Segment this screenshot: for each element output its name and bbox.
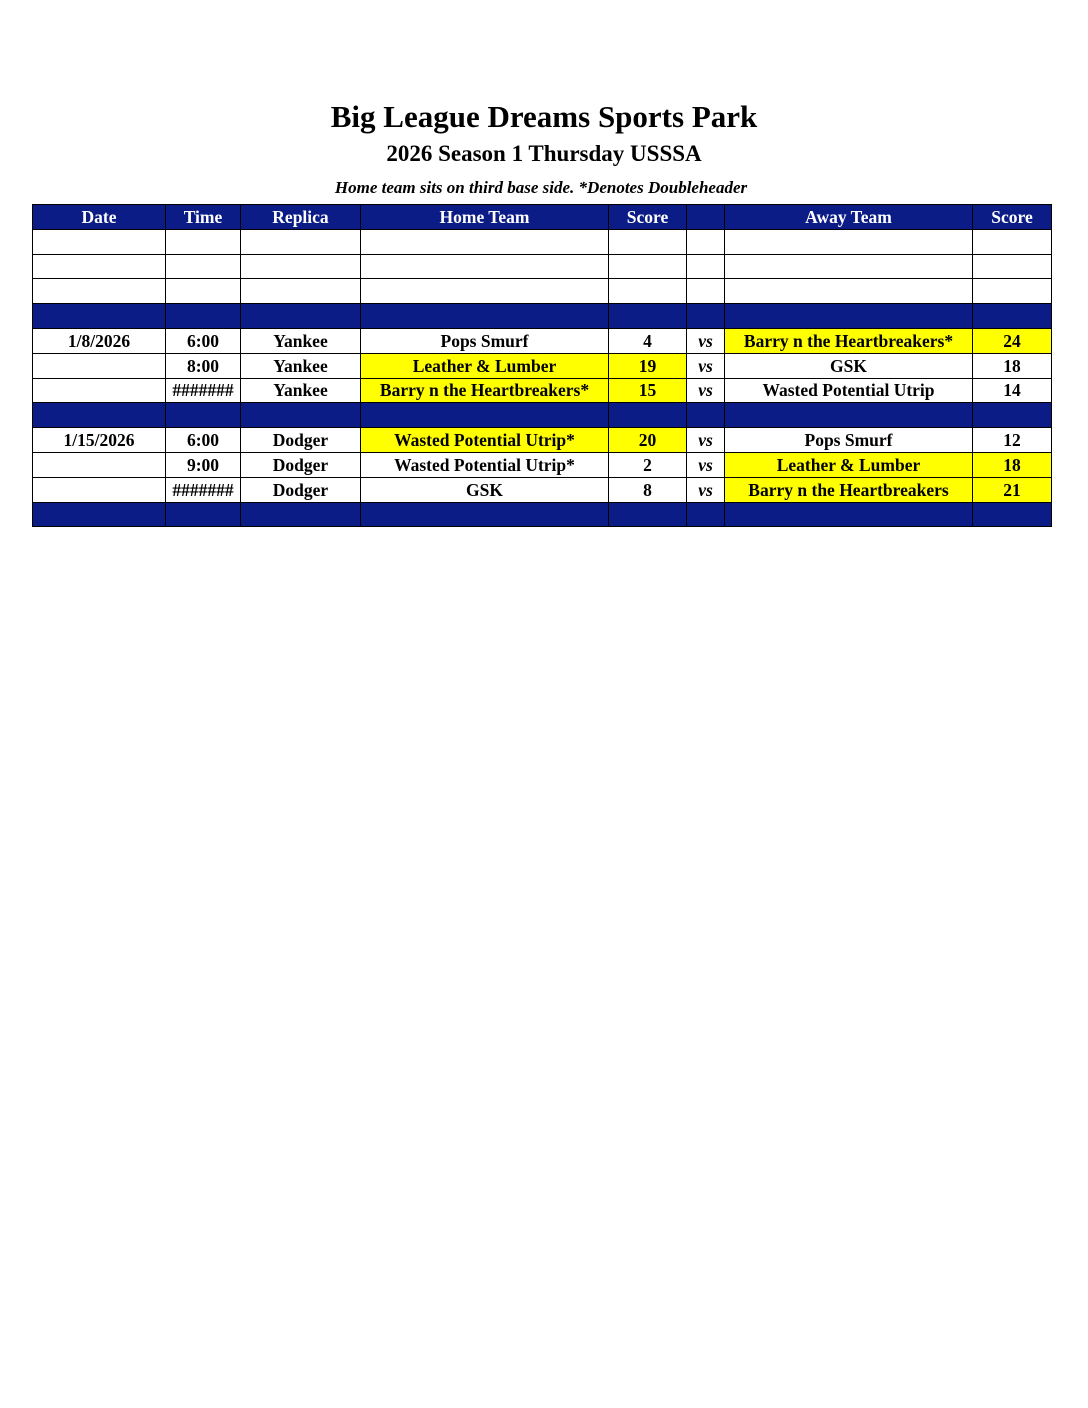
- game-row: [33, 328, 1052, 353]
- vs-label: vs: [687, 353, 725, 378]
- vs-label: vs: [687, 428, 725, 453]
- game-replica: Dodger: [241, 452, 361, 477]
- away-team: Wasted Potential Utrip: [725, 378, 973, 403]
- game-date: [33, 353, 166, 378]
- header-away-score: Score: [973, 205, 1052, 230]
- away-score: 24: [973, 328, 1052, 353]
- away-score: 21: [973, 477, 1052, 502]
- vs-label: vs: [687, 378, 725, 403]
- game-date: [33, 452, 166, 477]
- header-away-team: Away Team: [725, 205, 973, 230]
- away-team: Leather & Lumber: [725, 452, 973, 477]
- game-date: 1/15/2026: [33, 428, 166, 453]
- game-replica: Yankee: [241, 328, 361, 353]
- home-score: 19: [609, 353, 687, 378]
- game-replica: Yankee: [241, 353, 361, 378]
- home-team: Wasted Potential Utrip*: [361, 428, 609, 453]
- away-team: Pops Smurf: [725, 428, 973, 453]
- header-date: Date: [33, 205, 166, 230]
- schedule-table: [32, 204, 1052, 527]
- game-time: 8:00: [166, 353, 241, 378]
- game-date: [33, 477, 166, 502]
- away-score: 12: [973, 428, 1052, 453]
- separator-row: [33, 304, 1052, 329]
- game-time: #######: [166, 378, 241, 403]
- header-vs: [687, 205, 725, 230]
- game-row: [33, 353, 1052, 378]
- empty-row: [33, 254, 1052, 279]
- home-team: Barry n the Heartbreakers*: [361, 378, 609, 403]
- home-score: 8: [609, 477, 687, 502]
- home-team: Pops Smurf: [361, 328, 609, 353]
- doubleheader-note: Home team sits on third base side. *Denotes Doubleheader: [334, 178, 748, 197]
- away-score: 18: [973, 353, 1052, 378]
- home-score: 15: [609, 378, 687, 403]
- page-subtitle: 2026 Season 1 Thursday USSSA: [386, 141, 702, 166]
- header-home-score: Score: [609, 205, 687, 230]
- game-replica: Dodger: [241, 477, 361, 502]
- game-time: 9:00: [166, 452, 241, 477]
- separator-row: [33, 403, 1052, 428]
- home-team: GSK: [361, 477, 609, 502]
- game-time: 6:00: [166, 428, 241, 453]
- empty-row: [33, 229, 1052, 254]
- page-title: Big League Dreams Sports Park: [330, 99, 758, 134]
- game-row: [33, 378, 1052, 403]
- vs-label: vs: [687, 452, 725, 477]
- away-team: Barry n the Heartbreakers*: [725, 328, 973, 353]
- game-replica: Dodger: [241, 428, 361, 453]
- home-score: 20: [609, 428, 687, 453]
- home-score: 4: [609, 328, 687, 353]
- vs-label: vs: [687, 477, 725, 502]
- empty-row: [33, 279, 1052, 304]
- header-replica: Replica: [241, 205, 361, 230]
- header-time: Time: [166, 205, 241, 230]
- home-score: 2: [609, 452, 687, 477]
- game-time: 6:00: [166, 328, 241, 353]
- game-row: [33, 452, 1052, 477]
- separator-row: [33, 502, 1052, 527]
- game-replica: Yankee: [241, 378, 361, 403]
- game-date: 1/8/2026: [33, 328, 166, 353]
- away-team: Barry n the Heartbreakers: [725, 477, 973, 502]
- game-time: #######: [166, 477, 241, 502]
- header-row: [33, 205, 1052, 230]
- home-team: Leather & Lumber: [361, 353, 609, 378]
- game-row: [33, 477, 1052, 502]
- away-score: 18: [973, 452, 1052, 477]
- home-team: Wasted Potential Utrip*: [361, 452, 609, 477]
- game-date: [33, 378, 166, 403]
- vs-label: vs: [687, 328, 725, 353]
- header-home-team: Home Team: [361, 205, 609, 230]
- away-team: GSK: [725, 353, 973, 378]
- away-score: 14: [973, 378, 1052, 403]
- game-row: [33, 428, 1052, 453]
